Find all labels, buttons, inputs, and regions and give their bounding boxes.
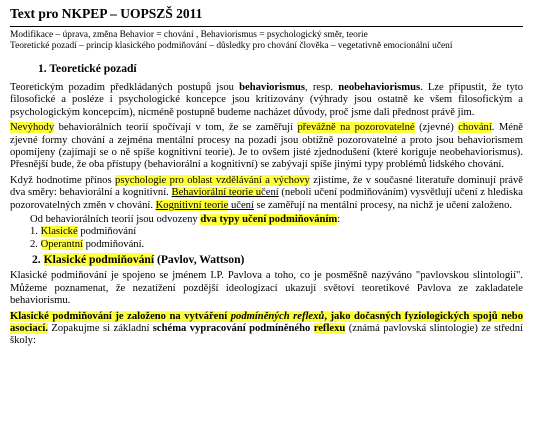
underline-learning: učení xyxy=(228,199,254,211)
text-run: (neboli učení podmiňováním) vysvětlují učení z hlediska pozorovatelných změn v chování. xyxy=(10,187,523,211)
highlight-cognitive-theory: Kognitivní teorie xyxy=(155,199,229,211)
underline-learning: čení xyxy=(261,187,279,199)
paragraph-contribution xyxy=(10,175,523,212)
header-divider xyxy=(10,26,523,27)
term-scheme: schéma vypracování podmíněného xyxy=(152,322,311,334)
section-heading-theory: 1. Teoretické pozadí xyxy=(38,62,137,75)
highlight-classical-conditioning: Klasické podmiňování xyxy=(43,253,155,267)
highlight-behavior: chování xyxy=(458,122,492,134)
learning-types-list xyxy=(10,214,523,251)
highlight-conditioned-reflexes: podmíněných reflexů xyxy=(230,310,325,322)
list-text: podmiňování xyxy=(77,226,137,238)
header-line-definitions: Modifikace – úprava, změna Behavior = chování , Behaviorismus = psychologický směr, teorie xyxy=(10,30,368,40)
text-run: . Lze připustit, že tyto filosofické a posléze i psychologické koncepce jsou kritizovány (výhrady jsou ostatně ke všem filosofickým a psychologickým koncepcím), nicméně postupně budeme nacházet důvody, proč jsme dali přednost právě jim. xyxy=(10,82,524,118)
paragraph-disadvantages xyxy=(10,122,523,172)
heading-authors: (Pavlov, Wattson) xyxy=(154,253,245,267)
highlight-psychology-education: psychologie pro oblast vzdělávání a výchovy xyxy=(115,174,310,186)
highlight-observable: převážně na pozorovatelné xyxy=(297,122,415,134)
text-run: behaviorálních teorií spočívají v tom, že se zaměřují xyxy=(54,122,298,134)
paragraph-pavlov: Klasické podmiňování je spojeno se jménem I.P. Pavlova a toho, co je posměšně nazýváno "pavlovskou slintologií". Můžeme poznamenat, že nezatížení pozdější ideologizací ukazují světoví teoretikové Pavlova ze zakladatele behaviorismu. xyxy=(10,270,523,307)
highlight-behavioral-theory: Behaviorální teorie u xyxy=(171,187,262,199)
list-intro xyxy=(10,214,523,226)
term-behaviorism: behaviorismus xyxy=(239,82,306,93)
text-run: , resp. xyxy=(305,82,339,93)
text-run: zjistíme, že v současné literatuře dominují právě dva směry: behaviorální a kognitivní. xyxy=(10,174,523,199)
term-neobehaviorism: neobehaviorismus xyxy=(338,82,421,93)
paragraph-theory-intro xyxy=(10,82,523,119)
text-run: Od behaviorálních teorií jsou odvozeny xyxy=(30,214,201,226)
highlight-reflex: reflexu xyxy=(313,322,346,334)
list-number: 2. xyxy=(30,238,41,250)
list-number: 1. xyxy=(30,226,41,238)
list-text: podmiňování. xyxy=(82,238,145,250)
highlight-reflex-basis: Klasické podmiňování je založeno na vytváření xyxy=(10,310,231,322)
section-heading-classical xyxy=(32,253,523,267)
highlight-disadvantages: Nevýhody xyxy=(10,122,55,134)
header-line-topics: Teoretické pozadí – princip klasického podmiňování – důsledky pro chování člověka – vegetativně emocionální učení xyxy=(10,41,453,51)
highlight-temporary-links: , jako dočasných fyziologických spojů nebo asociací. xyxy=(10,310,523,334)
heading-number: 2. xyxy=(32,253,44,267)
list-item xyxy=(10,239,523,251)
list-item xyxy=(10,226,523,238)
text-run: (známá pavlovská slintologie) ze střední školy: xyxy=(10,322,523,347)
highlight-classical: Klasické xyxy=(40,226,78,238)
highlight-operant: Operantní xyxy=(40,238,83,250)
text-run: Zopakujme si základní xyxy=(47,322,153,334)
text-run: Když hodnotíme přínos xyxy=(10,174,116,186)
paragraph-conditioned-reflex xyxy=(10,311,523,348)
text-run: : xyxy=(337,214,341,226)
text-run: se zaměřují na mentální procesy, na nichž je učení založeno. xyxy=(253,199,513,211)
text-run: . Méně zjevné formy chování a zejména mentální procesy na pozadí jsou obtížně pozorovatelné a proto jsou behaviorismem opomíjeny (zajímají se o ně spíše kognitivní teorie). Je to ovšem jisté zjednodušení (které koriguje neobehaviorismus). Přesnější bude, že oba přístupy (behaviorální a kognitivní) se zabývají spíše jinými typy problémů lidského chování. xyxy=(10,122,524,171)
highlight-two-types: dva typy učení podmiňováním xyxy=(200,214,338,226)
document-title: Text pro NKPEP – UOPSZŠ 2011 xyxy=(10,6,203,21)
text-run: Teoretickým pozadím předkládaných postupů jsou xyxy=(10,82,240,93)
text-run: (zjevné) xyxy=(414,122,459,134)
